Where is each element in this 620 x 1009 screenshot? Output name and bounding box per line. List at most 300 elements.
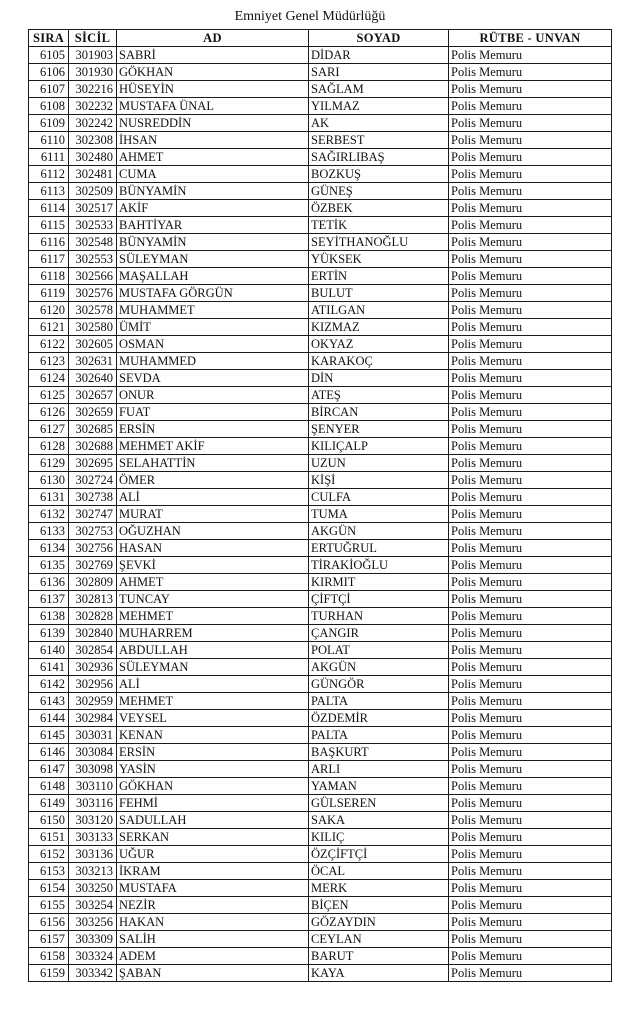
cell-sira: 6115	[29, 217, 69, 234]
cell-rutbe: Polis Memuru	[449, 761, 612, 778]
cell-sicil: 302738	[69, 489, 117, 506]
cell-ad: MURAT	[117, 506, 309, 523]
cell-sira: 6153	[29, 863, 69, 880]
cell-rutbe: Polis Memuru	[449, 438, 612, 455]
cell-ad: ŞEVKİ	[117, 557, 309, 574]
table-row	[29, 64, 612, 81]
cell-soyad: YILMAZ	[309, 98, 449, 115]
cell-sicil: 303136	[69, 846, 117, 863]
table-row	[29, 506, 612, 523]
cell-rutbe: Polis Memuru	[449, 608, 612, 625]
cell-ad: SELAHATTİN	[117, 455, 309, 472]
cell-ad: CUMA	[117, 166, 309, 183]
table-row	[29, 217, 612, 234]
cell-ad: HÜSEYİN	[117, 81, 309, 98]
cell-soyad: ATEŞ	[309, 387, 449, 404]
cell-sira: 6133	[29, 523, 69, 540]
cell-sicil: 303324	[69, 948, 117, 965]
cell-ad: AHMET	[117, 149, 309, 166]
cell-sira: 6118	[29, 268, 69, 285]
cell-sira: 6141	[29, 659, 69, 676]
table-row	[29, 370, 612, 387]
cell-sicil: 302216	[69, 81, 117, 98]
cell-rutbe: Polis Memuru	[449, 472, 612, 489]
cell-sicil: 302828	[69, 608, 117, 625]
cell-rutbe: Polis Memuru	[449, 523, 612, 540]
cell-sira: 6105	[29, 47, 69, 64]
cell-soyad: PALTA	[309, 693, 449, 710]
table-row	[29, 642, 612, 659]
cell-ad: YASİN	[117, 761, 309, 778]
table-row	[29, 472, 612, 489]
cell-soyad: ÇANGIR	[309, 625, 449, 642]
table-row	[29, 574, 612, 591]
page-title: Emniyet Genel Müdürlüğü	[234, 9, 386, 24]
cell-sira: 6150	[29, 812, 69, 829]
cell-rutbe: Polis Memuru	[449, 285, 612, 302]
table-row	[29, 931, 612, 948]
table-row	[29, 914, 612, 931]
cell-rutbe: Polis Memuru	[449, 319, 612, 336]
cell-ad: KENAN	[117, 727, 309, 744]
cell-sicil: 301903	[69, 47, 117, 64]
cell-soyad: GÖZAYDIN	[309, 914, 449, 931]
cell-sira: 6106	[29, 64, 69, 81]
cell-rutbe: Polis Memuru	[449, 795, 612, 812]
cell-sira: 6127	[29, 421, 69, 438]
cell-soyad: BİÇEN	[309, 897, 449, 914]
cell-sira: 6109	[29, 115, 69, 132]
cell-sicil: 302631	[69, 353, 117, 370]
cell-sira: 6134	[29, 540, 69, 557]
cell-soyad: ŞENYER	[309, 421, 449, 438]
cell-sicil: 302242	[69, 115, 117, 132]
cell-sicil: 302548	[69, 234, 117, 251]
cell-soyad: ÖZDEMİR	[309, 710, 449, 727]
cell-ad: ABDULLAH	[117, 642, 309, 659]
cell-sira: 6151	[29, 829, 69, 846]
cell-sira: 6154	[29, 880, 69, 897]
cell-rutbe: Polis Memuru	[449, 727, 612, 744]
table-header	[29, 30, 612, 47]
cell-ad: SALİH	[117, 931, 309, 948]
table-row	[29, 540, 612, 557]
cell-ad: FUAT	[117, 404, 309, 421]
cell-rutbe: Polis Memuru	[449, 829, 612, 846]
cell-soyad: ATILGAN	[309, 302, 449, 319]
cell-rutbe: Polis Memuru	[449, 914, 612, 931]
cell-sicil: 302509	[69, 183, 117, 200]
cell-ad: SÜLEYMAN	[117, 659, 309, 676]
cell-sira: 6149	[29, 795, 69, 812]
table-row	[29, 387, 612, 404]
cell-sira: 6136	[29, 574, 69, 591]
cell-ad: İHSAN	[117, 132, 309, 149]
cell-sicil: 302657	[69, 387, 117, 404]
cell-rutbe: Polis Memuru	[449, 98, 612, 115]
cell-sicil: 302480	[69, 149, 117, 166]
cell-sira: 6129	[29, 455, 69, 472]
cell-soyad: ERTUĞRUL	[309, 540, 449, 557]
cell-sicil: 302533	[69, 217, 117, 234]
table-row	[29, 744, 612, 761]
cell-sicil: 302640	[69, 370, 117, 387]
table-row	[29, 98, 612, 115]
table-row	[29, 268, 612, 285]
cell-ad: ŞABAN	[117, 965, 309, 982]
cell-ad: TUNCAY	[117, 591, 309, 608]
cell-ad: GÖKHAN	[117, 64, 309, 81]
cell-ad: ONUR	[117, 387, 309, 404]
table-row	[29, 795, 612, 812]
cell-sira: 6142	[29, 676, 69, 693]
cell-sira: 6158	[29, 948, 69, 965]
cell-sicil: 302753	[69, 523, 117, 540]
cell-sira: 6123	[29, 353, 69, 370]
table-row	[29, 438, 612, 455]
table-row	[29, 778, 612, 795]
cell-rutbe: Polis Memuru	[449, 710, 612, 727]
table-row	[29, 81, 612, 98]
cell-sira: 6130	[29, 472, 69, 489]
cell-sicil: 301930	[69, 64, 117, 81]
table-row	[29, 693, 612, 710]
cell-sicil: 303309	[69, 931, 117, 948]
cell-rutbe: Polis Memuru	[449, 574, 612, 591]
table-row	[29, 829, 612, 846]
cell-ad: SEVDA	[117, 370, 309, 387]
cell-rutbe: Polis Memuru	[449, 64, 612, 81]
cell-sira: 6131	[29, 489, 69, 506]
cell-sicil: 302956	[69, 676, 117, 693]
table-row	[29, 285, 612, 302]
cell-rutbe: Polis Memuru	[449, 812, 612, 829]
cell-rutbe: Polis Memuru	[449, 676, 612, 693]
table-row	[29, 965, 612, 982]
table-row	[29, 404, 612, 421]
table-row	[29, 676, 612, 693]
cell-sicil: 302813	[69, 591, 117, 608]
cell-soyad: DİDAR	[309, 47, 449, 64]
column-header-sicil: SİCİL	[69, 30, 117, 47]
cell-soyad: UZUN	[309, 455, 449, 472]
cell-sicil: 302659	[69, 404, 117, 421]
cell-sira: 6114	[29, 200, 69, 217]
cell-soyad: CULFA	[309, 489, 449, 506]
cell-soyad: DİN	[309, 370, 449, 387]
cell-ad: MUSTAFA	[117, 880, 309, 897]
cell-rutbe: Polis Memuru	[449, 778, 612, 795]
cell-ad: SADULLAH	[117, 812, 309, 829]
table-row	[29, 234, 612, 251]
cell-rutbe: Polis Memuru	[449, 931, 612, 948]
cell-soyad: SAĞIRLIBAŞ	[309, 149, 449, 166]
cell-rutbe: Polis Memuru	[449, 693, 612, 710]
table-row	[29, 132, 612, 149]
table-row	[29, 302, 612, 319]
cell-ad: MUHARREM	[117, 625, 309, 642]
cell-sicil: 302605	[69, 336, 117, 353]
cell-sicil: 303110	[69, 778, 117, 795]
personnel-table	[28, 29, 612, 982]
cell-sicil: 303256	[69, 914, 117, 931]
column-header-soyad: SOYAD	[309, 30, 449, 47]
cell-sicil: 302936	[69, 659, 117, 676]
cell-ad: ADEM	[117, 948, 309, 965]
cell-soyad: TUMA	[309, 506, 449, 523]
table-body	[29, 47, 612, 982]
cell-soyad: BULUT	[309, 285, 449, 302]
cell-soyad: KILIÇALP	[309, 438, 449, 455]
table-row	[29, 863, 612, 880]
cell-soyad: SERBEST	[309, 132, 449, 149]
cell-sira: 6143	[29, 693, 69, 710]
cell-rutbe: Polis Memuru	[449, 336, 612, 353]
table-row	[29, 251, 612, 268]
cell-ad: VEYSEL	[117, 710, 309, 727]
cell-ad: BÜNYAMİN	[117, 234, 309, 251]
cell-rutbe: Polis Memuru	[449, 846, 612, 863]
cell-sira: 6121	[29, 319, 69, 336]
cell-rutbe: Polis Memuru	[449, 387, 612, 404]
cell-sira: 6152	[29, 846, 69, 863]
cell-ad: BÜNYAMİN	[117, 183, 309, 200]
cell-rutbe: Polis Memuru	[449, 965, 612, 982]
table-row	[29, 183, 612, 200]
cell-sicil: 302854	[69, 642, 117, 659]
cell-sira: 6159	[29, 965, 69, 982]
cell-soyad: KARAKOÇ	[309, 353, 449, 370]
cell-sira: 6112	[29, 166, 69, 183]
cell-sira: 6128	[29, 438, 69, 455]
cell-ad: UĞUR	[117, 846, 309, 863]
cell-ad: MEHMET	[117, 608, 309, 625]
cell-soyad: TETİK	[309, 217, 449, 234]
cell-rutbe: Polis Memuru	[449, 370, 612, 387]
cell-soyad: ARLI	[309, 761, 449, 778]
cell-soyad: KAYA	[309, 965, 449, 982]
cell-soyad: SAKA	[309, 812, 449, 829]
cell-soyad: AK	[309, 115, 449, 132]
cell-sira: 6119	[29, 285, 69, 302]
cell-rutbe: Polis Memuru	[449, 591, 612, 608]
table-row	[29, 47, 612, 64]
cell-sira: 6146	[29, 744, 69, 761]
cell-soyad: YAMAN	[309, 778, 449, 795]
cell-rutbe: Polis Memuru	[449, 149, 612, 166]
cell-sira: 6135	[29, 557, 69, 574]
cell-sicil: 303133	[69, 829, 117, 846]
cell-sicil: 303250	[69, 880, 117, 897]
cell-sicil: 302959	[69, 693, 117, 710]
cell-rutbe: Polis Memuru	[449, 353, 612, 370]
cell-rutbe: Polis Memuru	[449, 268, 612, 285]
cell-ad: NEZİR	[117, 897, 309, 914]
cell-rutbe: Polis Memuru	[449, 404, 612, 421]
cell-ad: SABRİ	[117, 47, 309, 64]
cell-rutbe: Polis Memuru	[449, 625, 612, 642]
cell-sicil: 302576	[69, 285, 117, 302]
cell-soyad: BİRCAN	[309, 404, 449, 421]
table-row	[29, 336, 612, 353]
cell-sira: 6111	[29, 149, 69, 166]
cell-rutbe: Polis Memuru	[449, 47, 612, 64]
cell-soyad: ÖCAL	[309, 863, 449, 880]
cell-rutbe: Polis Memuru	[449, 217, 612, 234]
table-row	[29, 761, 612, 778]
cell-soyad: GÜNGÖR	[309, 676, 449, 693]
table-row	[29, 710, 612, 727]
cell-sicil: 302517	[69, 200, 117, 217]
cell-rutbe: Polis Memuru	[449, 421, 612, 438]
cell-soyad: MERK	[309, 880, 449, 897]
cell-rutbe: Polis Memuru	[449, 948, 612, 965]
cell-soyad: BOZKUŞ	[309, 166, 449, 183]
cell-sicil: 302756	[69, 540, 117, 557]
cell-rutbe: Polis Memuru	[449, 744, 612, 761]
cell-ad: ERSİN	[117, 744, 309, 761]
table-row	[29, 319, 612, 336]
table-row	[29, 727, 612, 744]
table-row	[29, 948, 612, 965]
cell-rutbe: Polis Memuru	[449, 183, 612, 200]
cell-sicil: 303213	[69, 863, 117, 880]
table-row	[29, 557, 612, 574]
cell-sira: 6113	[29, 183, 69, 200]
table-row	[29, 846, 612, 863]
table-row	[29, 166, 612, 183]
cell-soyad: PALTA	[309, 727, 449, 744]
table-row	[29, 659, 612, 676]
cell-sira: 6125	[29, 387, 69, 404]
cell-soyad: CEYLAN	[309, 931, 449, 948]
cell-ad: FEHMİ	[117, 795, 309, 812]
cell-rutbe: Polis Memuru	[449, 302, 612, 319]
cell-ad: HASAN	[117, 540, 309, 557]
cell-sicil: 303342	[69, 965, 117, 982]
cell-sicil: 303116	[69, 795, 117, 812]
cell-soyad: BAŞKURT	[309, 744, 449, 761]
column-header-rutbe: RÜTBE - UNVAN	[449, 30, 612, 47]
table-row	[29, 455, 612, 472]
cell-ad: MUHAMMET	[117, 302, 309, 319]
cell-ad: MEHMET AKİF	[117, 438, 309, 455]
cell-sira: 6148	[29, 778, 69, 795]
cell-rutbe: Polis Memuru	[449, 200, 612, 217]
cell-rutbe: Polis Memuru	[449, 897, 612, 914]
table-row	[29, 523, 612, 540]
cell-rutbe: Polis Memuru	[449, 540, 612, 557]
cell-rutbe: Polis Memuru	[449, 115, 612, 132]
cell-sira: 6144	[29, 710, 69, 727]
cell-sira: 6157	[29, 931, 69, 948]
cell-ad: SERKAN	[117, 829, 309, 846]
table-row	[29, 353, 612, 370]
cell-soyad: SEYİTHANOĞLU	[309, 234, 449, 251]
cell-soyad: OKYAZ	[309, 336, 449, 353]
cell-sicil: 302232	[69, 98, 117, 115]
cell-sira: 6147	[29, 761, 69, 778]
cell-sicil: 303120	[69, 812, 117, 829]
cell-sira: 6156	[29, 914, 69, 931]
cell-soyad: TİRAKİOĞLU	[309, 557, 449, 574]
cell-soyad: ERTİN	[309, 268, 449, 285]
cell-sira: 6138	[29, 608, 69, 625]
cell-soyad: ÖZBEK	[309, 200, 449, 217]
cell-ad: AKİF	[117, 200, 309, 217]
cell-soyad: AKGÜN	[309, 523, 449, 540]
cell-rutbe: Polis Memuru	[449, 557, 612, 574]
cell-sira: 6132	[29, 506, 69, 523]
cell-soyad: YÜKSEK	[309, 251, 449, 268]
cell-sira: 6139	[29, 625, 69, 642]
cell-ad: ÖMER	[117, 472, 309, 489]
cell-soyad: AKGÜN	[309, 659, 449, 676]
table-row	[29, 200, 612, 217]
cell-soyad: KIZMAZ	[309, 319, 449, 336]
cell-sicil: 302769	[69, 557, 117, 574]
cell-ad: OĞUZHAN	[117, 523, 309, 540]
cell-soyad: TURHAN	[309, 608, 449, 625]
cell-sicil: 302809	[69, 574, 117, 591]
cell-sira: 6124	[29, 370, 69, 387]
column-header-sira: SIRA	[29, 30, 69, 47]
cell-soyad: SAĞLAM	[309, 81, 449, 98]
table-row	[29, 421, 612, 438]
cell-ad: MUSTAFA GÖRGÜN	[117, 285, 309, 302]
cell-sicil: 302688	[69, 438, 117, 455]
cell-sicil: 303084	[69, 744, 117, 761]
cell-soyad: POLAT	[309, 642, 449, 659]
cell-sicil: 302724	[69, 472, 117, 489]
cell-ad: MUHAMMED	[117, 353, 309, 370]
cell-sicil: 302481	[69, 166, 117, 183]
cell-ad: OSMAN	[117, 336, 309, 353]
cell-rutbe: Polis Memuru	[449, 132, 612, 149]
cell-rutbe: Polis Memuru	[449, 251, 612, 268]
cell-ad: NUSREDDİN	[117, 115, 309, 132]
table-row	[29, 149, 612, 166]
cell-soyad: KIRMIT	[309, 574, 449, 591]
table-row	[29, 625, 612, 642]
cell-sicil: 302840	[69, 625, 117, 642]
cell-sicil: 303098	[69, 761, 117, 778]
cell-sira: 6117	[29, 251, 69, 268]
table-row	[29, 489, 612, 506]
cell-ad: GÖKHAN	[117, 778, 309, 795]
cell-sira: 6116	[29, 234, 69, 251]
cell-sira: 6140	[29, 642, 69, 659]
cell-rutbe: Polis Memuru	[449, 863, 612, 880]
table-row	[29, 897, 612, 914]
cell-ad: ALİ	[117, 489, 309, 506]
table-row	[29, 880, 612, 897]
table-row	[29, 608, 612, 625]
table-row	[29, 812, 612, 829]
cell-rutbe: Polis Memuru	[449, 880, 612, 897]
cell-rutbe: Polis Memuru	[449, 506, 612, 523]
cell-ad: HAKAN	[117, 914, 309, 931]
cell-sira: 6126	[29, 404, 69, 421]
cell-sicil: 302695	[69, 455, 117, 472]
cell-rutbe: Polis Memuru	[449, 659, 612, 676]
cell-sicil: 302685	[69, 421, 117, 438]
cell-ad: MUSTAFA ÜNAL	[117, 98, 309, 115]
table-row	[29, 115, 612, 132]
cell-sicil: 302578	[69, 302, 117, 319]
cell-soyad: SARI	[309, 64, 449, 81]
cell-rutbe: Polis Memuru	[449, 81, 612, 98]
